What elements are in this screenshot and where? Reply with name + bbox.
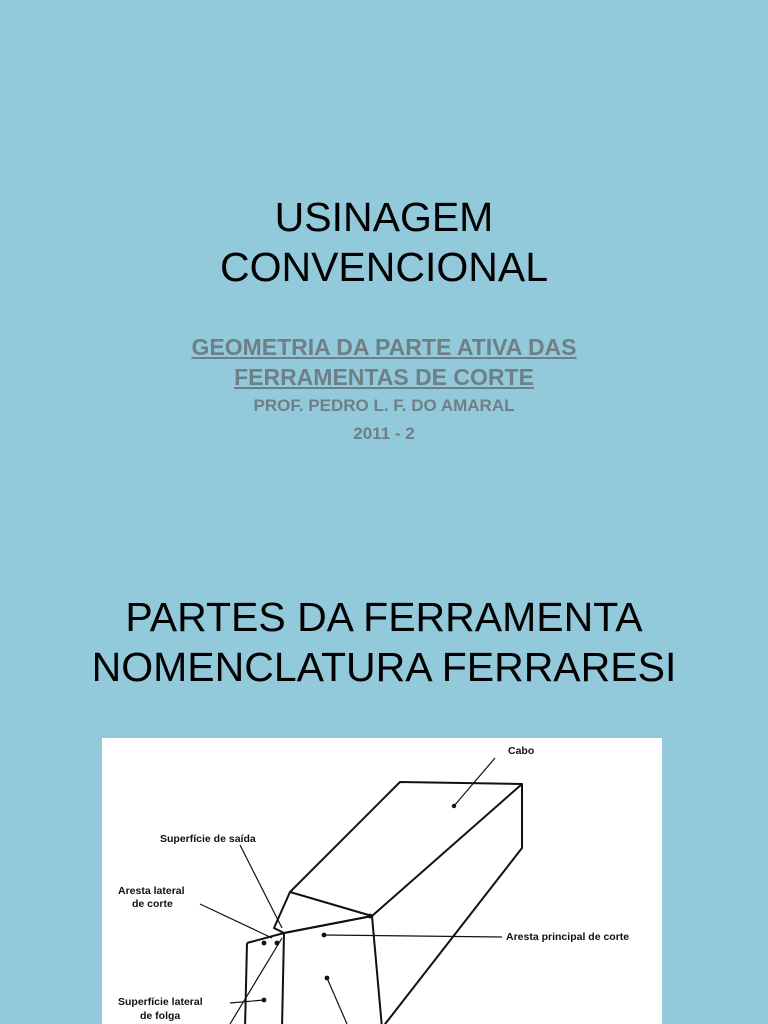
slide-subtitle	[0, 332, 768, 448]
front-face	[247, 933, 284, 1024]
label-aresta-principal: Aresta principal de corte	[506, 931, 630, 943]
period-line: 2011 - 2	[353, 424, 415, 443]
leader-extra	[230, 938, 282, 1024]
leader-superficie-saida	[240, 845, 282, 928]
section-heading	[0, 592, 768, 692]
shank-top-face	[290, 782, 522, 916]
heading-line-1: PARTES DA FERRAMENTA	[125, 594, 643, 640]
shank-right-face	[382, 784, 522, 1024]
main-edge-line	[284, 916, 372, 933]
subtitle-line-2: FERRAMENTAS DE CORTE	[234, 364, 534, 390]
subtitle-line-1: GEOMETRIA DA PARTE ATIVA DAS	[191, 334, 577, 360]
tool-diagram-svg	[102, 738, 662, 1024]
slide-title	[0, 192, 768, 292]
tool-diagram	[102, 738, 662, 1024]
front-edge	[245, 943, 247, 1024]
title-line-2: CONVENCIONAL	[219, 244, 549, 290]
title-line-1: USINAGEM	[274, 194, 494, 240]
label-superficie-lateral-1: Superfície lateral	[118, 996, 203, 1008]
label-aresta-lateral-2: de corte	[132, 898, 173, 910]
leader-lower	[327, 978, 347, 1024]
label-superficie-lateral-2: de folga	[140, 1010, 181, 1022]
heading-line-2: NOMENCLATURA FERRARESI	[91, 644, 677, 690]
leader-aresta-principal	[324, 935, 502, 937]
leader-superficie-lateral	[230, 1000, 264, 1003]
leader-aresta-lateral	[200, 904, 272, 938]
label-cabo: Cabo	[508, 745, 535, 757]
label-aresta-lateral-1: Aresta lateral	[118, 885, 185, 897]
cutting-edge-line	[372, 916, 382, 1024]
author-line: PROF. PEDRO L. F. DO AMARAL	[253, 396, 515, 415]
label-superficie-saida: Superfície de saída	[160, 833, 256, 845]
